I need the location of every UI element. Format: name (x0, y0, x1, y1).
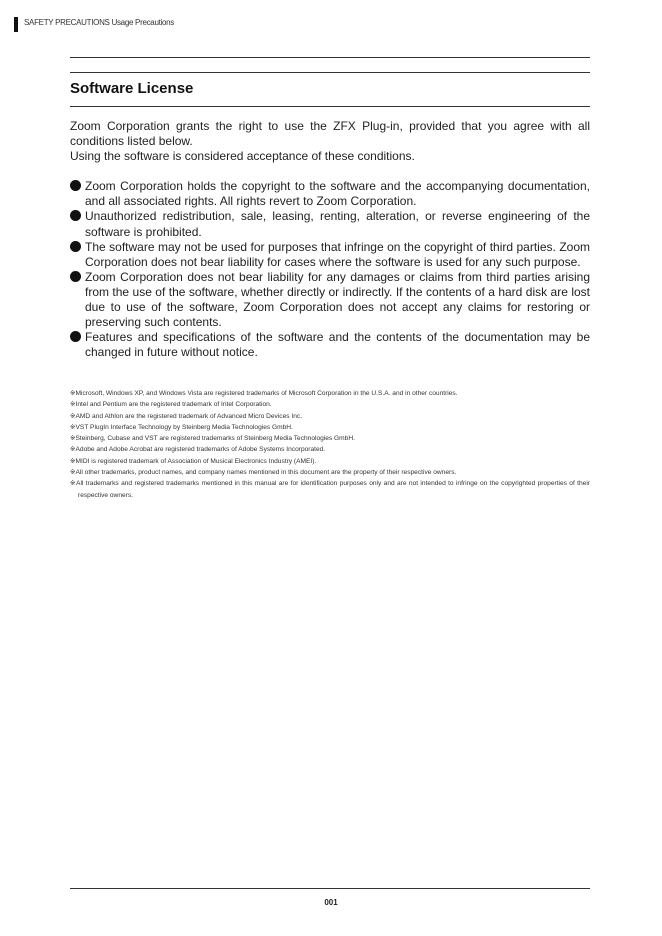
bullet-list (70, 179, 590, 360)
bullet-icon (70, 241, 81, 252)
trademark-note: ※MIDI is registered trademark of Association of Musical Electronics Industry (AMEI). (70, 457, 317, 465)
intro-paragraph: Zoom Corporation grants the right to use the ZFX Plug-in, provided that you agree with all conditions listed below. (70, 119, 590, 149)
bullet-icon (70, 180, 81, 191)
trademark-note: ※AMD and Athlon are the registered trademark of Advanced Micro Devices Inc. (70, 412, 303, 420)
list-item (70, 240, 590, 270)
list-item-text: Zoom Corporation holds the copyright to the software and the accompanying documentation, and all associated rights. All rights revert to Zoom Corporation. (85, 179, 590, 209)
section-header: SAFETY PRECAUTIONS Usage Precautions (24, 18, 174, 27)
list-item (70, 209, 590, 239)
list-item-text: Zoom Corporation does not bear liability for any damages or claims from third parties arising from the use of the software, whether directly or indirectly. If the contents of a hard disk are lost due to use of the software, Zoom Corporation does not accept any claims for restoring or preserving such contents. (85, 269, 590, 330)
list-item (70, 179, 590, 209)
divider (70, 106, 590, 107)
divider (70, 72, 590, 73)
list-item-text: Unauthorized redistribution, sale, leasing, renting, alteration, or reverse engineering of the software is prohibited. (85, 209, 590, 239)
list-item-text: The software may not be used for purposes that infringe on the copyright of third parties. Zoom Corporation does not bear liability for cases where the software is used for any such purpose. (85, 239, 590, 269)
page-title: Software License (70, 80, 194, 97)
trademark-note: ※Adobe and Adobe Acrobat are registered trademarks of Adobe Systems Incorporated. (70, 446, 326, 454)
bullet-icon (70, 271, 81, 282)
section-marker (14, 17, 18, 32)
bullet-icon (70, 210, 81, 221)
trademark-note: ※Microsoft, Windows XP, and Windows Vista are registered trademarks of Microsoft Corporation in the U.S.A. and in other countries. (70, 390, 458, 397)
license-body (70, 119, 590, 360)
intro-paragraph: Using the software is considered acceptance of these conditions. (70, 149, 415, 164)
bullet-icon (70, 331, 81, 342)
trademark-note: ※Intel and Pentium are the registered trademark of Intel Corporation. (70, 401, 272, 409)
list-item-text: Features and specifications of the software and the contents of the documentation may be changed in future without notice. (85, 330, 590, 360)
trademark-note: ※All other trademarks, product names, and company names mentioned in this document are the property of their respective owners. (70, 469, 457, 477)
trademark-notes (70, 388, 590, 501)
trademark-note: ※All trademarks and registered trademarks mentioned in this manual are for identification purposes only and are not intended to infringe on the copyrighted properties of their respective owners. (70, 480, 590, 499)
list-item (70, 270, 590, 330)
trademark-note: ※VST PlugIn Interface Technology by Steinberg Media Technologies GmbH. (70, 423, 293, 431)
list-item (70, 330, 590, 360)
divider (70, 57, 590, 58)
page-number: 001 (324, 898, 338, 907)
trademark-note: ※Steinberg, Cubase and VST are registered trademarks of Steinberg Media Technologies GmbH. (70, 435, 355, 443)
footer-divider (70, 888, 590, 889)
